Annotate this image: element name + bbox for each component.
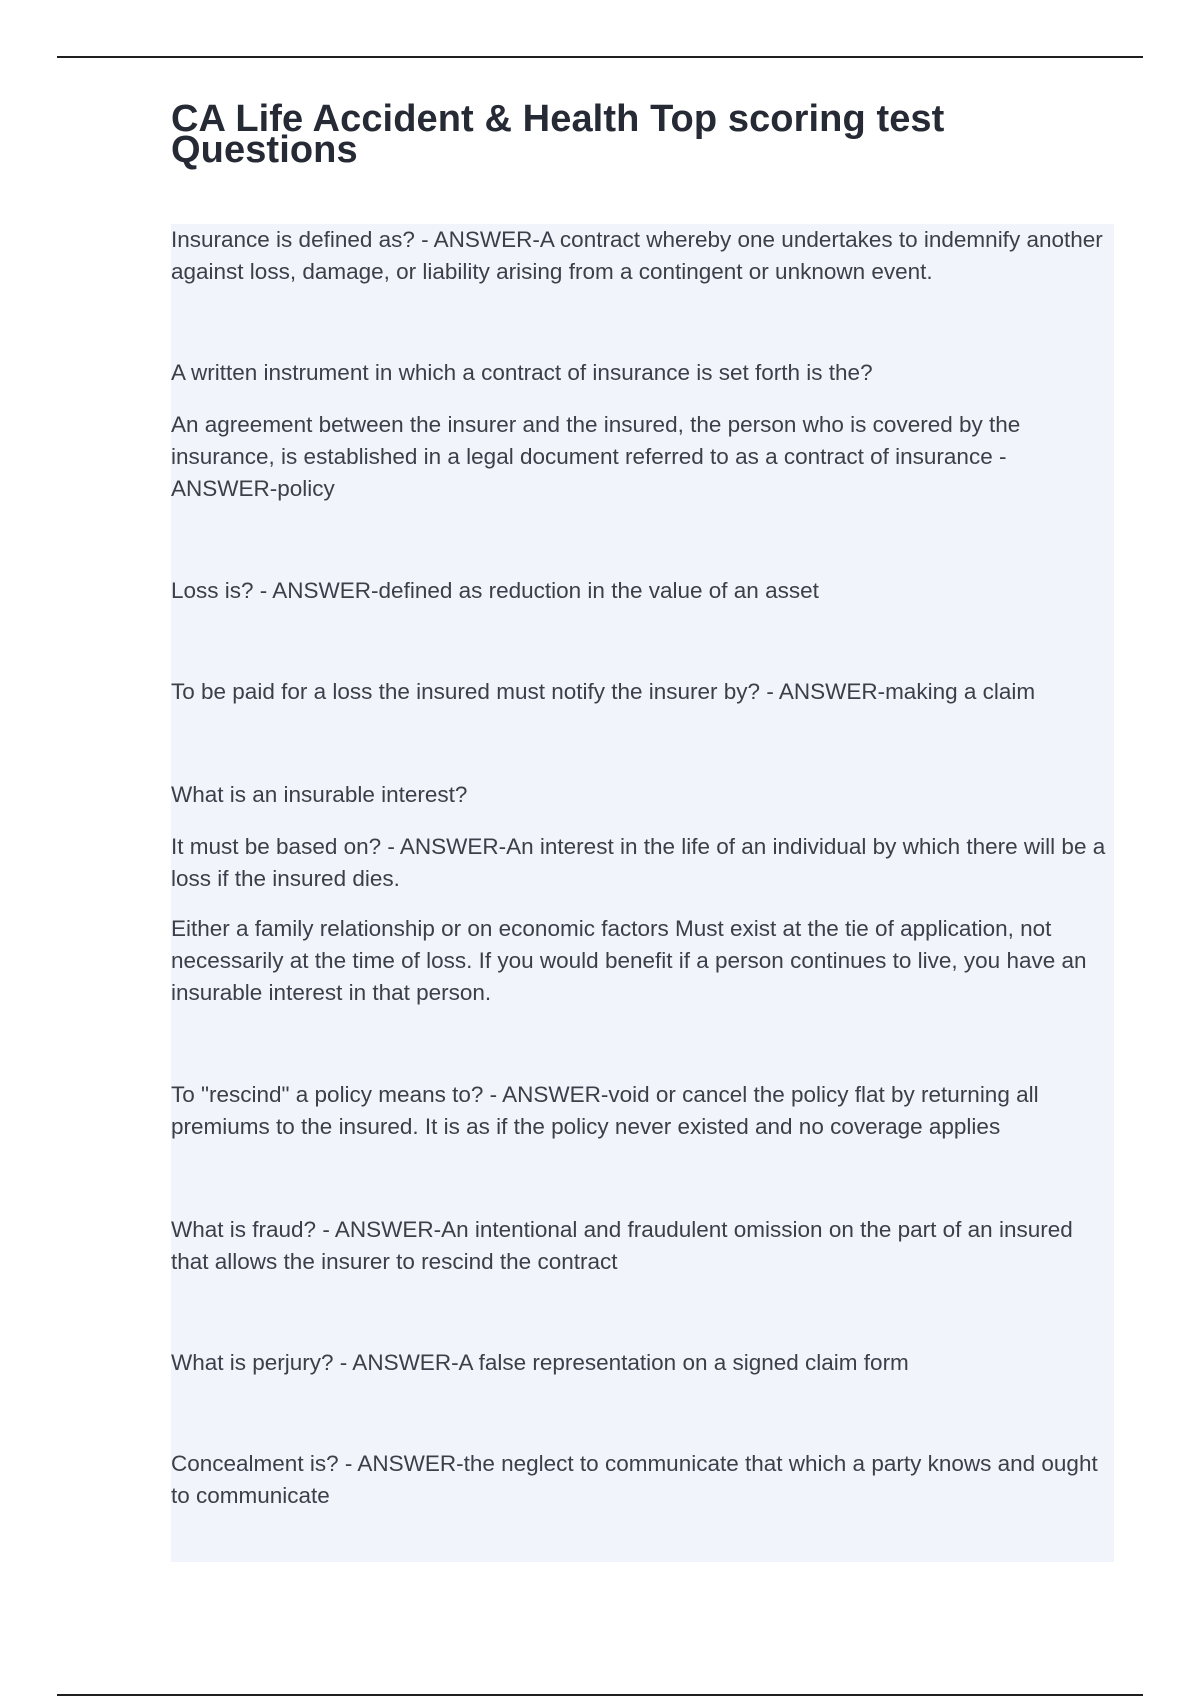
bottom-rule [57,1694,1143,1696]
paragraph: What is an insurable interest? [171,782,468,807]
paragraph: It must be based on? - ANSWER-An interest in the life of an individual by which there will be a loss if the insured dies. [171,834,1106,891]
top-rule [57,56,1143,58]
paragraph: Insurance is defined as? - ANSWER-A contract whereby one undertakes to indemnify another against loss, damage, or liability arising from a contingent or unknown event. [171,227,1103,284]
document-title: CA Life Accident & Health Top scoring test Questions [171,98,945,171]
paragraph: Either a family relationship or on economic factors Must exist at the tie of application, not necessarily at the time of loss. If you would benefit if a person continues to live, you have an insurable interest in that person. [171,916,1087,1005]
paragraph: What is fraud? - ANSWER-An intentional and fraudulent omission on the part of an insured that allows the insurer to rescind the contract [171,1217,1073,1274]
paragraph: To "rescind" a policy means to? - ANSWER-void or cancel the policy flat by returning all premiums to the insured. It is as if the policy never existed and no coverage applies [171,1082,1039,1139]
paragraph: Concealment is? - ANSWER-the neglect to communicate that which a party knows and ought to communicate [171,1451,1098,1508]
paragraph: A written instrument in which a contract of insurance is set forth is the? [171,360,873,385]
paragraph: To be paid for a loss the insured must notify the insurer by? - ANSWER-making a claim [171,679,1036,704]
paragraph: Loss is? - ANSWER-defined as reduction in the value of an asset [171,578,819,603]
paragraph: An agreement between the insurer and the insured, the person who is covered by the insurance, is established in a legal document referred to as a contract of insurance - ANSWER-policy [171,412,1021,501]
document-content [171,224,1114,1562]
paragraph: What is perjury? - ANSWER-A false representation on a signed claim form [171,1350,909,1375]
